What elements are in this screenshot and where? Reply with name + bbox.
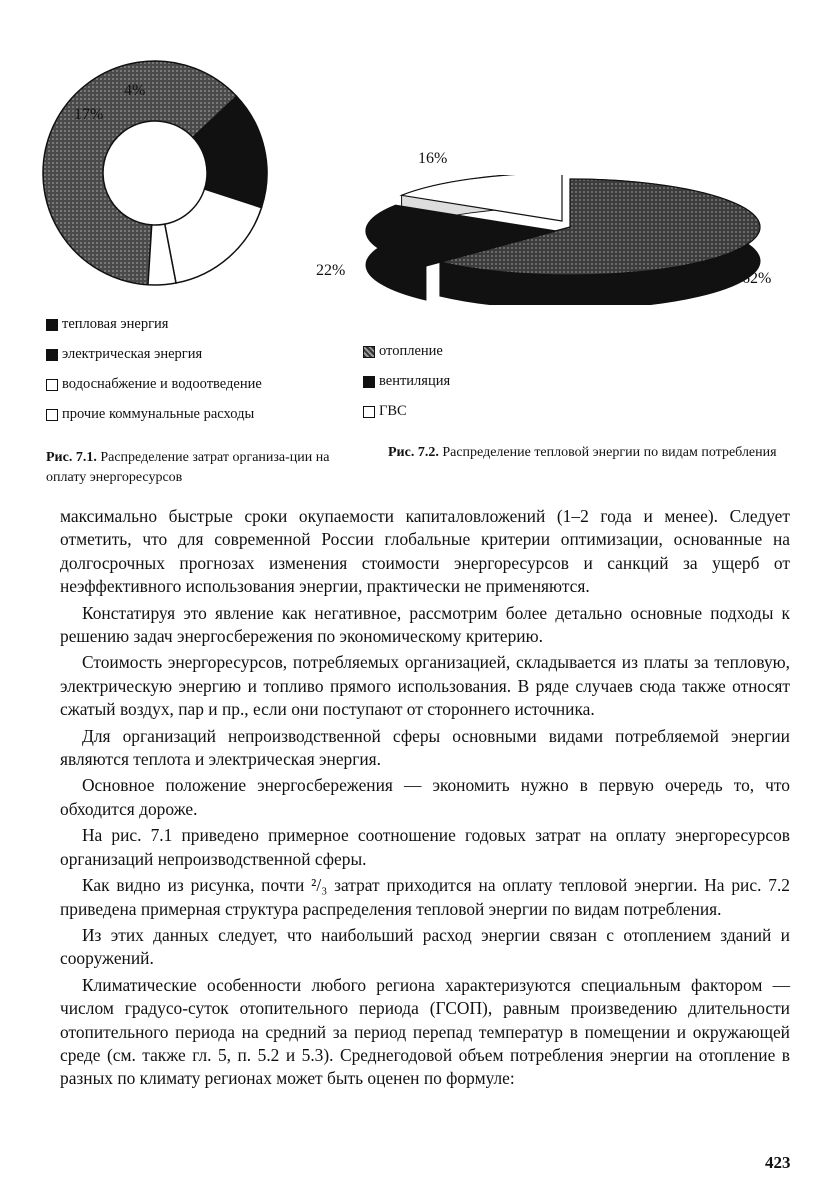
paragraph: максимально быстрые сроки окупаемости капиталовложений (1–2 года и менее). Следует отметить, что для современной России глобальные критерии оптимизации, основанные на долгосрочных прогнозах изменения стоимости энергоресурсов и санкций за ущерб от неэффективного использования энергии, практически не применяются.	[60, 506, 790, 597]
paragraph: Для организаций непроизводственной сферы основными видами потребляемой энергии являются теплота и электрическая энергия.	[60, 725, 790, 770]
legend-swatch-white	[363, 406, 375, 418]
legend-swatch-white	[46, 379, 58, 391]
legend1-item-other: прочие коммунальные расходы	[46, 406, 254, 423]
figure1-donut-chart	[40, 58, 270, 288]
paragraph: Климатические особенности любого региона характеризуются специальным фактором — числом градусо-суток отопительного периода (ГСОП), равным произведению длительности отопительного периода на средний за период перепад температур в помещении и окружающей среде (см. также гл. 5, п. 5.2 и 5.3). Среднегодовой объем потребления энергии на отопление в разных по климату регионах может быть оценен по формуле:	[60, 974, 790, 1089]
donut-slice-water	[165, 189, 262, 283]
pie-label-62: 62%	[742, 270, 772, 287]
legend2-item-heating: отопление	[363, 343, 443, 360]
paragraph: Как видно из рисунка, почти ²/₃ затрат приходится на оплату тепловой энергии. На рис. 7.2 приведена примерная структура распределения тепловой энергии по видам потребления.	[60, 875, 790, 919]
legend1-item-water: водоснабжение и водоотведение	[46, 376, 262, 393]
paragraph: На рис. 7.1 приведено примерное соотношение годовых затрат на оплату энергоресурсов организаций непроизводственной сферы.	[60, 825, 790, 869]
legend2-item-gvs: ГВС	[363, 403, 407, 420]
figure2-caption: Рис. 7.2. Распределение тепловой энергии по видам потребления	[388, 445, 777, 460]
legend1-item-heat: тепловая энергия	[46, 316, 168, 333]
legend-swatch-black	[363, 376, 375, 388]
figure2-3d-pie-chart	[355, 175, 765, 305]
body-text	[60, 505, 790, 1094]
paragraph: Констатируя это явление как негативное, рассмотрим более детально основные подходы к решению задач энергосбережения по экономическому критерию.	[60, 602, 790, 647]
pie-label-16: 16%	[418, 150, 448, 167]
legend-swatch-white	[46, 409, 58, 421]
legend-swatch-black	[46, 349, 58, 361]
donut-label-4: 4%	[124, 82, 146, 99]
legend-swatch-black	[46, 319, 58, 331]
donut-label-17: 17%	[74, 106, 104, 123]
legend-swatch-dotted	[363, 346, 375, 358]
page-number: 423	[765, 1153, 791, 1172]
paragraph: Стоимость энергоресурсов, потребляемых организацией, складывается из платы за тепловую, электрическую энергию и топливо прямого использования. В ряде случаев сюда также относят сжатый воздух, пар и пр., если они поступают от стороннего источника.	[60, 652, 790, 720]
pie-label-22: 22%	[316, 262, 346, 279]
paragraph: Из этих данных следует, что наибольший расход энергии связан с отоплением зданий и сооружений.	[60, 924, 790, 969]
figure1-caption: Рис. 7.1. Распределение затрат организа-ции на оплату энергоресурсов	[46, 450, 330, 485]
legend2-item-ventilation: вентиляция	[363, 373, 450, 390]
legend1-item-electric: электрическая энергия	[46, 346, 202, 363]
paragraph: Основное положение энергосбережения — экономить нужно в первую очередь то, что обходится дороже.	[60, 775, 790, 819]
